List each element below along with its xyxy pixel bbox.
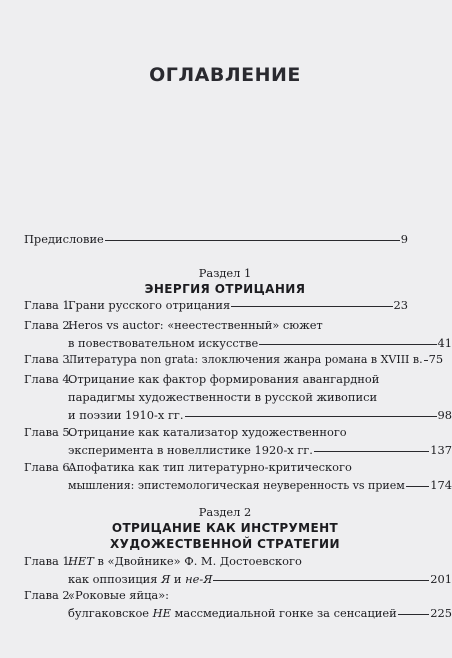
toc-entry-part2-ch1 <box>24 554 452 587</box>
toc-entry-part1-ch1 <box>24 298 408 313</box>
page-number: 9 <box>400 232 408 246</box>
chapter-number: Глава 6. <box>24 460 74 474</box>
part-1-label: Раздел 1 <box>198 266 252 280</box>
entry-title: Грани русского отрицания <box>68 298 231 312</box>
leader-line <box>314 451 429 452</box>
entry-title-cont: как оппозиция <box>68 572 162 586</box>
leader-line <box>185 416 437 417</box>
leader-line <box>424 360 428 361</box>
chapter-number: Глава 2. <box>24 588 74 602</box>
part-1-title: ЭНЕРГИЯ ОТРИЦАНИЯ <box>144 282 306 296</box>
emphasis-word: не-Я <box>185 572 213 586</box>
toc-entry-part1-ch2 <box>24 318 452 351</box>
toc-entry-part1-ch6 <box>24 460 452 493</box>
toc-entry-preface <box>24 232 408 247</box>
entry-title-cont: эксперимента в новеллистике 1920-х гг. <box>68 443 313 457</box>
leader-line <box>213 580 429 581</box>
chapter-number: Глава 2. <box>24 318 74 332</box>
page-number: 137 <box>430 443 452 457</box>
toc-entry-part2-ch2 <box>24 588 452 621</box>
chapter-number: Глава 4. <box>24 372 74 386</box>
chapter-number: Глава 5. <box>24 425 74 439</box>
page-number: 41 <box>437 336 452 350</box>
page-number: 23 <box>393 298 408 312</box>
toc-entry-part1-ch5 <box>24 425 452 458</box>
entry-title: в «Двойнике» Ф. М. Достоевского <box>93 554 302 568</box>
toc-entry-part1-ch3 <box>24 352 444 367</box>
entry-title: Литература non grata: злоключения жанра романа в XVIII в. <box>68 353 423 366</box>
entry-title-cont: парадигмы художественности в русской живописи <box>68 390 378 404</box>
part-2-title-line-2: ХУДОЖЕСТВЕННОЙ СТРАТЕГИИ <box>110 537 340 551</box>
entry-title: Предисловие <box>24 232 104 246</box>
entry-title-cont: и поэзии 1910-х гг. <box>68 408 184 422</box>
entry-title: Отрицание как катализатор художественного <box>68 425 347 439</box>
toc-title: ОГЛАВЛЕНИЕ <box>149 64 301 86</box>
entry-title-cont: и <box>170 572 186 586</box>
leader-line <box>406 486 429 487</box>
page-number: 98 <box>437 408 452 422</box>
entry-title-cont: мышления: эпистемологическая неуверенность vs прием <box>68 479 405 492</box>
entry-title-cont: массмедиальной гонке за сенсацией <box>170 606 397 620</box>
leader-line <box>398 614 430 615</box>
part-2-title-line-1: ОТРИЦАНИЕ КАК ИНСТРУМЕНТ <box>111 521 339 535</box>
leader-line <box>231 306 392 307</box>
toc-entry-part1-ch4 <box>24 372 452 423</box>
page-number: 174 <box>430 478 452 492</box>
emphasis-word: Я <box>161 572 171 586</box>
entry-title: Heros vs auctor: «неестественный» сюжет <box>68 318 323 332</box>
chapter-number: Глава 1. <box>24 554 74 568</box>
part-2-label: Раздел 2 <box>198 505 252 519</box>
entry-title-cont: в повествовательном искусстве <box>68 336 259 350</box>
emphasis-word: НЕТ <box>68 554 94 568</box>
page-number: 75 <box>428 352 444 366</box>
entry-title: «Роковые яйца»: <box>68 588 170 602</box>
chapter-number: Глава 3. <box>24 352 74 366</box>
emphasis-word: НЕ <box>152 606 171 620</box>
page-number: 201 <box>430 572 452 586</box>
entry-title-cont: булгаковское <box>68 606 153 620</box>
entry-title: Апофатика как тип литературно-критического <box>68 460 352 474</box>
leader-line <box>105 240 400 241</box>
entry-title: Отрицание как фактор формирования авангардной <box>68 372 380 386</box>
chapter-number: Глава 1. <box>24 298 74 312</box>
page-number: 225 <box>430 606 452 620</box>
leader-line <box>259 344 436 345</box>
